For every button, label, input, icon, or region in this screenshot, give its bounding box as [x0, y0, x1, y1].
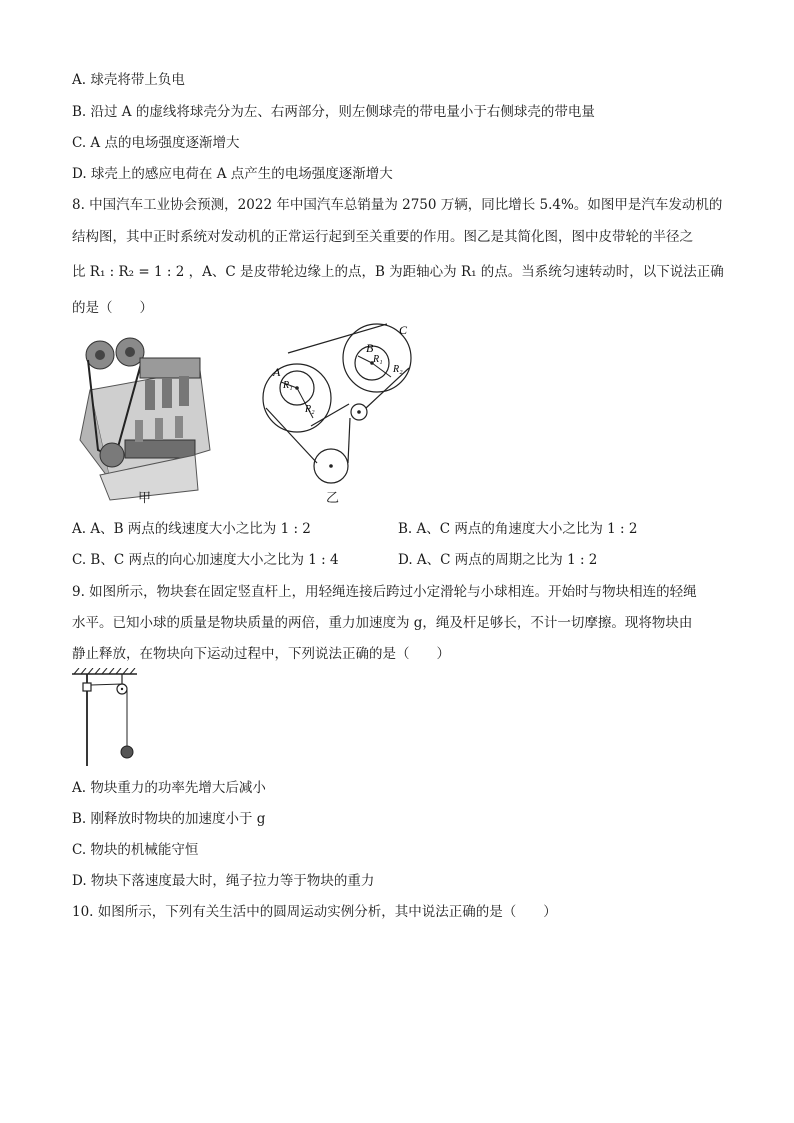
q9-option-c: C. 物块的机械能守恒: [72, 842, 199, 858]
label-r1-right: R₁: [373, 354, 383, 365]
q7-option-b: B. 沿过 A 的虚线将球壳分为左、右两部分，则左侧球壳的带电量小于右侧球壳的带电量: [72, 104, 595, 120]
label-r2-left: R₂: [305, 404, 315, 415]
q9-option-b: B. 刚释放时物块的加速度小于 g: [72, 811, 266, 827]
fig-jia-label: 甲: [138, 491, 152, 506]
label-r1-left: R₁: [283, 380, 293, 391]
engine-figure: [70, 330, 220, 505]
pulley-diagram: [255, 318, 425, 488]
rod-pulley-figure: [72, 668, 147, 768]
q7-option-c: C. A 点的电场强度逐渐增大: [72, 135, 240, 151]
label-a: A: [273, 365, 281, 379]
q9-stem-line3: 静止释放，在物块向下运动过程中，下列说法正确的是（ ）: [72, 646, 450, 662]
fig-yi-label: 乙: [326, 491, 340, 506]
q7-option-d: D. 球壳上的感应电荷在 A 点产生的电场强度逐渐增大: [72, 166, 393, 182]
q9-option-d: D. 物块下落速度最大时，绳子拉力等于物块的重力: [72, 873, 375, 889]
q9-stem-line2: 水平。已知小球的质量是物块质量的两倍，重力加速度为 g，绳及杆足够长，不计一切摩擦。现将物块由: [72, 615, 693, 631]
label-c: C: [399, 323, 408, 337]
q9-stem-line1: 9. 如图所示，物块套在固定竖直杆上，用轻绳连接后跨过小定滑轮与小球相连。开始时与物块相连的轻绳: [72, 584, 697, 600]
q9-option-a: A. 物块重力的功率先增大后减小: [72, 780, 266, 796]
q7-option-a: A. 球壳将带上负电: [72, 72, 185, 88]
q8-stem-line1: 8. 中国汽车工业协会预测，2022 年中国汽车总销量为 2750 万辆，同比增长 5.4%。如图甲是汽车发动机的: [72, 197, 723, 213]
q10-stem: 10. 如图所示，下列有关生活中的圆周运动实例分析，其中说法正确的是（ ）: [72, 904, 557, 920]
label-b: B: [366, 341, 374, 355]
q8-stem-line2: 结构图，其中正时系统对发动机的正常运行起到至关重要的作用。图乙是其简化图，图中皮带轮的半径之: [72, 229, 693, 245]
q8-option-c: C. B、C 两点的向心加速度大小之比为 1 : 4: [72, 552, 339, 568]
label-r2-right: R₂: [393, 364, 403, 375]
q8-option-d: D. A、C 两点的周期之比为 1 : 2: [398, 552, 598, 568]
q8-stem-line3: 比 R₁ : R₂ = 1 : 2 ，A、C 是皮带轮边缘上的点，B 为距轴心为 R₁ 的点。当系统匀速转动时，以下说法正确: [72, 264, 724, 280]
q8-stem-line4: 的是（ ）: [72, 300, 153, 316]
q8-option-b: B. A、C 两点的角速度大小之比为 1 : 2: [398, 521, 638, 537]
q8-option-a: A. A、B 两点的线速度大小之比为 1 : 2: [72, 521, 311, 537]
